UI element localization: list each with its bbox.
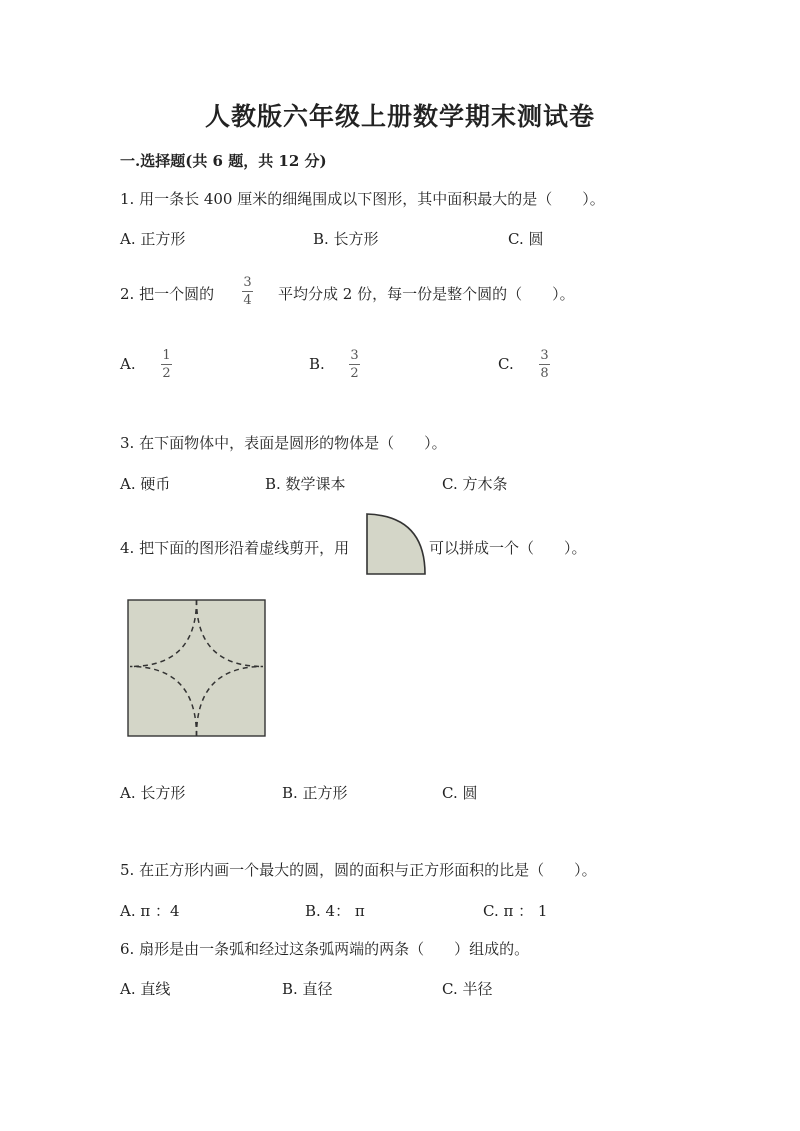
q5-option-a: A. π ：4: [120, 902, 180, 920]
q1-option-c: C. 圆: [508, 230, 544, 248]
q6-option-c: C. 半径: [442, 980, 493, 998]
q1-option-a: A. 正方形: [120, 230, 186, 248]
page-title: 人教版六年级上册数学期末测试卷: [204, 102, 595, 131]
section-heading: 一.选择题(共 6 题，共 12 分): [120, 152, 327, 170]
q2-option-a-fraction: [161, 348, 172, 381]
q2-option-c-fraction: [539, 348, 550, 381]
q2-option-a-label: A.: [120, 355, 136, 373]
fraction-bar: [349, 364, 360, 365]
question-1-stem: 1. 用一条长 400 厘米的细绳围成以下图形，其中面积最大的是（ ）。: [120, 190, 605, 208]
q3-option-a: A. 硬币: [120, 475, 171, 493]
question-6-stem: 6. 扇形是由一条弧和经过这条弧两端的两条（ ）组成的。: [120, 940, 530, 958]
q2-stem-fraction-denominator: 4: [243, 293, 252, 308]
q6-option-a: A. 直线: [120, 980, 171, 998]
q5-option-b: B. 4： π: [305, 902, 365, 920]
q4-option-b: B. 正方形: [282, 784, 348, 802]
q2-stem-fraction: [242, 275, 253, 308]
q2-stem-fraction-numerator: 3: [243, 275, 252, 290]
q2-option-b-denominator: 2: [350, 366, 359, 381]
question-4-stem-start: 4. 把下面的图形沿着虚线剪开，用: [120, 539, 350, 557]
q1-option-b: B. 长方形: [313, 230, 379, 248]
q5-option-c: C. π ： 1: [483, 902, 548, 920]
q2-option-b-label: B.: [309, 355, 325, 373]
q6-option-b: B. 直径: [282, 980, 333, 998]
question-2-stem-end: 平均分成 2 份，每一份是整个圆的（ ）。: [278, 285, 575, 303]
q4-option-a: A. 长方形: [120, 784, 186, 802]
question-4-stem-end: 可以拼成一个（ ）。: [429, 539, 587, 557]
q3-option-c: C. 方木条: [442, 475, 508, 493]
square-dashed-figure: [126, 598, 267, 739]
fraction-bar: [242, 291, 253, 292]
fraction-bar: [539, 364, 550, 365]
q2-option-b-fraction: [349, 348, 360, 381]
q2-option-b-numerator: 3: [350, 348, 359, 363]
fraction-bar: [161, 364, 172, 365]
q2-option-c-label: C.: [498, 355, 514, 373]
question-5-stem: 5. 在正方形内画一个最大的圆，圆的面积与正方形面积的比是（ ）。: [120, 861, 597, 879]
quarter-circle-figure: [365, 512, 429, 576]
q2-option-c-denominator: 8: [540, 366, 549, 381]
question-3-stem: 3. 在下面物体中，表面是圆形的物体是（ ）。: [120, 434, 447, 452]
q2-option-a-denominator: 2: [162, 366, 171, 381]
question-2-stem-start: 2. 把一个圆的: [120, 285, 215, 303]
quarter-circle-shape: [367, 514, 425, 574]
q2-option-a-numerator: 1: [162, 348, 171, 363]
q2-option-c-numerator: 3: [540, 348, 549, 363]
q3-option-b: B. 数学课本: [265, 475, 346, 493]
q4-option-c: C. 圆: [442, 784, 478, 802]
